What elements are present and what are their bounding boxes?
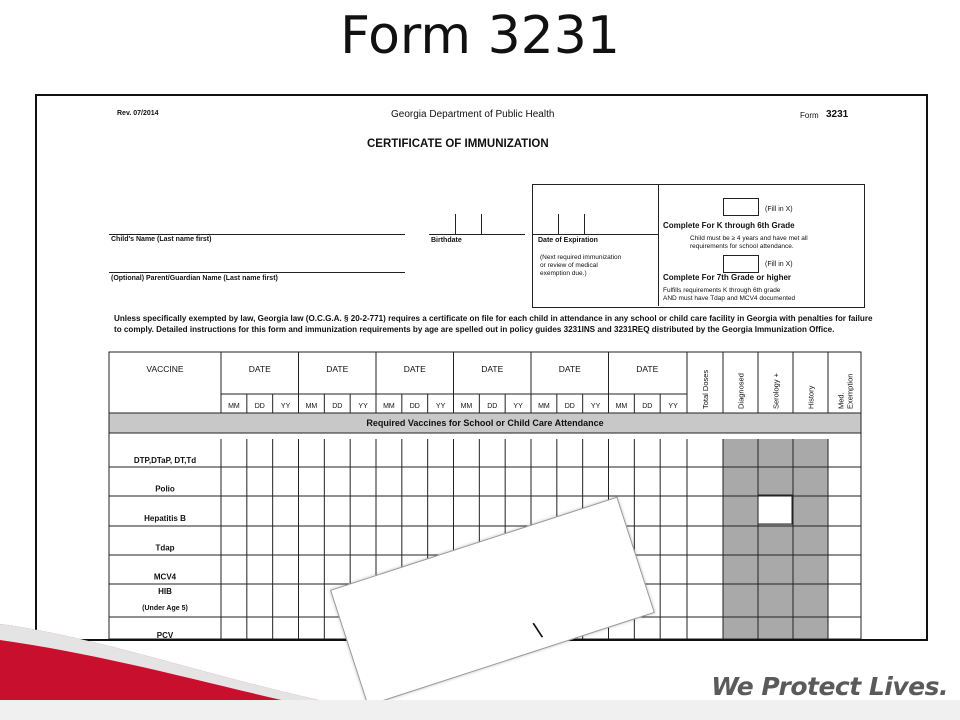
date-subheader: YY	[358, 403, 368, 410]
expiration-note-3: exemption due.)	[540, 270, 587, 277]
extra-column-header: Total Doses	[701, 369, 710, 409]
child-name-label: Child's Name (Last name first)	[111, 236, 212, 243]
vaccine-row-label: PCV	[156, 631, 174, 639]
g7-heading: Complete For 7th Grade or higher	[663, 273, 792, 282]
date-column-header: DATE	[481, 364, 504, 374]
vaccine-row-label: Polio	[155, 484, 175, 494]
date-subheader: MM	[538, 403, 550, 410]
k6-line-1: Child must be ≥ 4 years and have met all	[690, 235, 808, 242]
paper-mark: \	[531, 617, 545, 644]
parent-name-label: (Optional) Parent/Guardian Name (Last name first)	[111, 275, 278, 282]
date-subheader: DD	[487, 403, 498, 410]
g7-line-1: Fulfills requirements K through 6th grade	[663, 287, 781, 294]
extra-column-header: Med.	[836, 392, 846, 409]
fill-in-x-label: (Fill in X)	[765, 261, 793, 268]
date-subheader: MM	[305, 403, 318, 410]
extra-column-header: Serology +	[771, 372, 781, 409]
date-subheader: YY	[513, 403, 523, 410]
form-number: 3231	[826, 109, 849, 120]
date-subheader: MM	[615, 403, 628, 410]
slogan: We Protect Lives.	[711, 672, 948, 701]
date-subheader: DD	[642, 403, 653, 410]
date-subheader: DD	[254, 403, 265, 410]
extra-column-header: History	[806, 385, 816, 409]
extra-column-header: Diagnosed	[736, 373, 746, 409]
revision-label: Rev. 07/2014	[117, 110, 159, 117]
date-subheader: MM	[228, 403, 240, 410]
date-column-header: DATE	[558, 364, 581, 374]
date-subheader: DD	[409, 403, 420, 410]
date-column-header: DATE	[248, 364, 271, 374]
date-subheader: YY	[668, 403, 678, 410]
date-subheader: YY	[590, 403, 601, 410]
k6-line-2: requirements for school attendance.	[690, 243, 794, 250]
birthdate-label: Birthdate	[431, 237, 462, 244]
date-column-header: DATE	[636, 364, 659, 374]
form-heading: CERTIFICATE OF IMMUNIZATION	[367, 138, 549, 150]
slide-title: Form 3231	[340, 6, 620, 66]
date-subheader: YY	[280, 403, 291, 410]
date-column-header: DATE	[326, 364, 349, 374]
vaccine-row-label: MCV4	[153, 572, 177, 582]
vaccine-row-sublabel: (Under Age 5)	[142, 605, 188, 612]
extra-column-header: Exemption	[845, 373, 855, 409]
date-subheader: MM	[460, 403, 473, 410]
expiration-note-2: or review of medical	[540, 262, 598, 269]
k6-heading: Complete For K through 6th Grade	[663, 221, 795, 230]
agency-name: Georgia Department of Public Health	[391, 109, 555, 120]
vaccine-row-label: Tdap	[155, 543, 175, 553]
date-subheader: YY	[435, 403, 446, 410]
expiration-note-1: (Next required immunization	[540, 254, 622, 261]
date-subheader: DD	[332, 403, 343, 410]
vaccine-row-label: Hepatitis B	[144, 514, 186, 523]
fill-in-x-label: (Fill in X)	[765, 206, 793, 213]
vaccine-column-header: VACCINE	[146, 364, 184, 374]
vaccine-row-label: HIB	[158, 587, 172, 596]
date-subheader: DD	[564, 403, 575, 410]
vaccine-row-label: DTP,DTaP, DT,Td	[133, 456, 197, 465]
g7-line-2: AND must have Tdap and MCV4 documented	[663, 295, 796, 302]
section-band-label: Required Vaccines for School or Child Care Attendance	[366, 418, 604, 428]
form-label: Form	[800, 111, 819, 120]
date-column-header: DATE	[403, 364, 426, 374]
date-subheader: MM	[383, 403, 395, 410]
law-paragraph: Unless specifically exempted by law, Georgia law (O.C.G.A. § 20-2-771) requires a certificate on file for each child in attendance in any school or child care facility in Georgia with penalties for failure to comply. Detailed instructions for this form and immunization requirements by age are spelled out in policy guides 3231INS and 3231REQ distributed by the Georgia Immunization Office.	[114, 314, 873, 334]
expiration-label: Date of Expiration	[538, 237, 598, 244]
